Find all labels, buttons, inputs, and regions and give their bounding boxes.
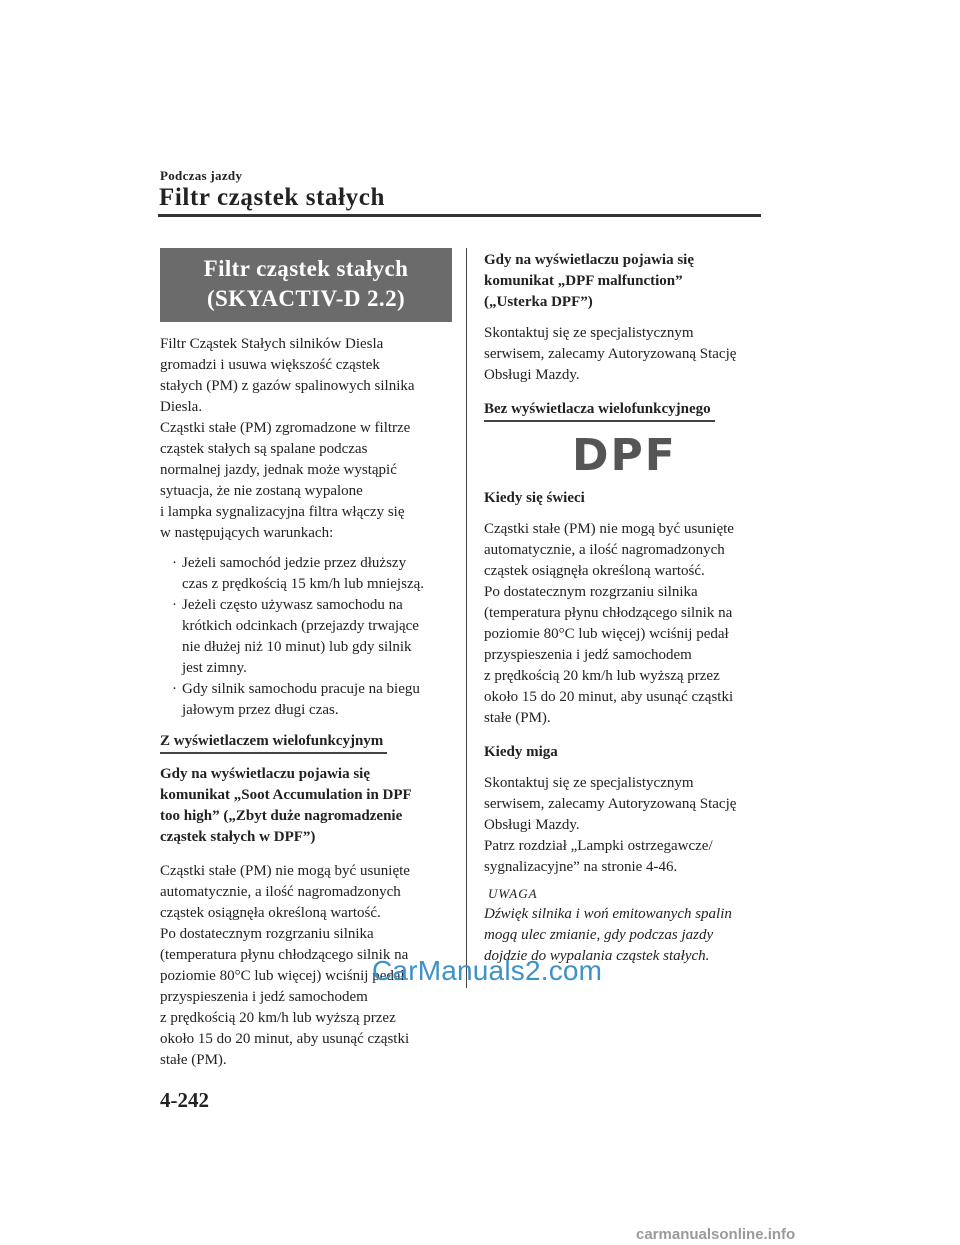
message-heading [484,250,764,313]
text-line: nie dłużej niż 10 minut) lub gdy silnik [182,639,412,655]
text-line: Skontaktuj się ze specjalistycznym [484,325,694,341]
topic-title-line: (SKYACTIV-D 2.2) [206,286,406,311]
section-label: Podczas jazdy [160,168,243,183]
watermark-logo: CarManuals2.com [372,955,603,986]
left-column [160,248,452,1071]
text-line: Cząstki stałe (PM) nie mogą być usunięte [484,521,734,537]
when-blinks-heading: Kiedy miga [484,744,558,760]
page-title: Filtr cząstek stałych [159,184,385,211]
text-line: przyspieszenia i jedź samochodem [160,989,368,1005]
text-line: dojdzie do wypalania cząstek stałych. [484,948,710,964]
text-line: serwisem, zalecamy Autoryzowaną Stację [484,346,737,362]
text-line: cząstek osiągnęła określoną wartość. [484,563,705,579]
text-line: too high” („Zbyt duże nagromadzenie [160,808,403,824]
text-line: poziomie 80°C lub więcej) wciśnij pedał [160,968,405,984]
text-line: normalnej jazdy, jednak może wystąpić [160,462,397,478]
text-line: i lampka sygnalizacyjna filtra włączy się [160,504,405,520]
text-line: Cząstki stałe (PM) nie mogą być usunięte [160,863,410,879]
text-line: około 15 do 20 minut, aby usunąć cząstki [160,1031,410,1047]
when-on-heading: Kiedy się świeci [484,490,585,506]
dpf-warning-icon: DPF [572,430,677,481]
text-line: stałych (PM) z gazów spalinowych silnika [160,378,415,394]
conditions-list [160,553,452,721]
bullet-icon: · [172,597,177,613]
text-line: gromadzi i usuwa większość cząstek [160,357,380,373]
text-line: Gdy silnik samochodu pracuje na biegu [182,681,420,697]
text-line: Cząstki stałe (PM) zgromadzone w filtrze [160,420,411,436]
text-line: Skontaktuj się ze specjalistycznym [484,775,694,791]
text-line: Patrz rozdział „Lampki ostrzegawcze/ [484,838,713,854]
text-line: jest zimny. [182,660,247,676]
text-line: poziomie 80°C lub więcej) wciśnij pedał [484,626,729,642]
text-line: Obsługi Mazdy. [484,367,580,383]
when-on-body [484,519,764,729]
text-line: czas z prędkością 15 km/h lub mniejszą. [182,576,425,592]
subheading-without-display: Bez wyświetlacza wielofunkcyjnego [484,399,715,422]
text-line: sytuacja, że nie zostaną wypalone [160,483,363,499]
text-line: z prędkością 20 km/h lub wyższą przez [160,1010,396,1026]
when-blinks-body [484,773,764,878]
text-line: Gdy na wyświetlaczu pojawia się [160,766,370,782]
text-line: cząstek stałych w DPF”) [160,829,316,845]
header-rule [158,214,761,217]
text-line: cząstek osiągnęła określoną wartość. [160,905,381,921]
bullet-icon: · [172,681,177,697]
text-line: Dźwięk silnika i woń emitowanych spalin [484,906,732,922]
text-line: stałe (PM). [484,710,551,726]
text-line: Diesla. [160,399,203,415]
list-item [160,553,452,595]
text-line: Jeżeli samochód jedzie przez dłuższy [182,555,407,571]
bullet-icon: · [172,555,177,571]
text-line: serwisem, zalecamy Autoryzowaną Stację [484,796,737,812]
text-line: Po dostatecznym rozgrzaniu silnika [484,584,698,600]
intro-paragraph [160,334,452,544]
text-line: Obsługi Mazdy. [484,817,580,833]
footer-watermark: carmanualsonline.info [636,1226,796,1243]
text-line: jałowym przez długi czas. [182,702,339,718]
text-line: automatycznie, a ilość nagromadzonych [160,884,401,900]
column-divider [466,248,467,988]
text-line: około 15 do 20 minut, aby usunąć cząstki [484,689,734,705]
text-line: w następujących warunkach: [160,525,334,541]
text-line: Gdy na wyświetlaczu pojawia się [484,252,694,268]
page-number: 4-242 [160,1088,209,1112]
text-line: („Usterka DPF”) [484,294,593,310]
text-line: (temperatura płynu chłodzącego silnik na [160,947,409,963]
text-line: sygnalizacyjne” na stronie 4-46. [484,859,678,875]
text-line: komunikat „Soot Accumulation in DPF [160,787,412,803]
list-item [160,595,452,679]
text-line: (temperatura płynu chłodzącego silnik na [484,605,733,621]
text-line: komunikat „DPF malfunction” [484,273,683,289]
list-item [160,679,452,721]
text-line: Jeżeli często używasz samochodu na [182,597,403,613]
text-line: automatycznie, a ilość nagromadzonych [484,542,725,558]
topic-title-box [160,248,452,322]
text-line: cząstek stałych są spalane podczas [160,441,368,457]
text-line: stałe (PM). [160,1052,227,1068]
text-line: Filtr Cząstek Stałych silników Diesla [160,336,384,352]
note-label: UWAGA [488,886,538,901]
text-line: przyspieszenia i jedź samochodem [484,647,692,663]
message-heading [160,764,452,848]
right-column [484,250,764,967]
text-line: Po dostatecznym rozgrzaniu silnika [160,926,374,942]
text-line: krótkich odcinkach (przejazdy trwające [182,618,419,634]
text-line: z prędkością 20 km/h lub wyższą przez [484,668,720,684]
subheading-with-display: Z wyświetlaczem wielofunkcyjnym [160,731,387,754]
topic-title-line: Filtr cząstek stałych [203,256,409,281]
message-body [484,323,764,386]
text-line: mogą ulec zmianie, gdy podczas jazdy [484,927,714,943]
